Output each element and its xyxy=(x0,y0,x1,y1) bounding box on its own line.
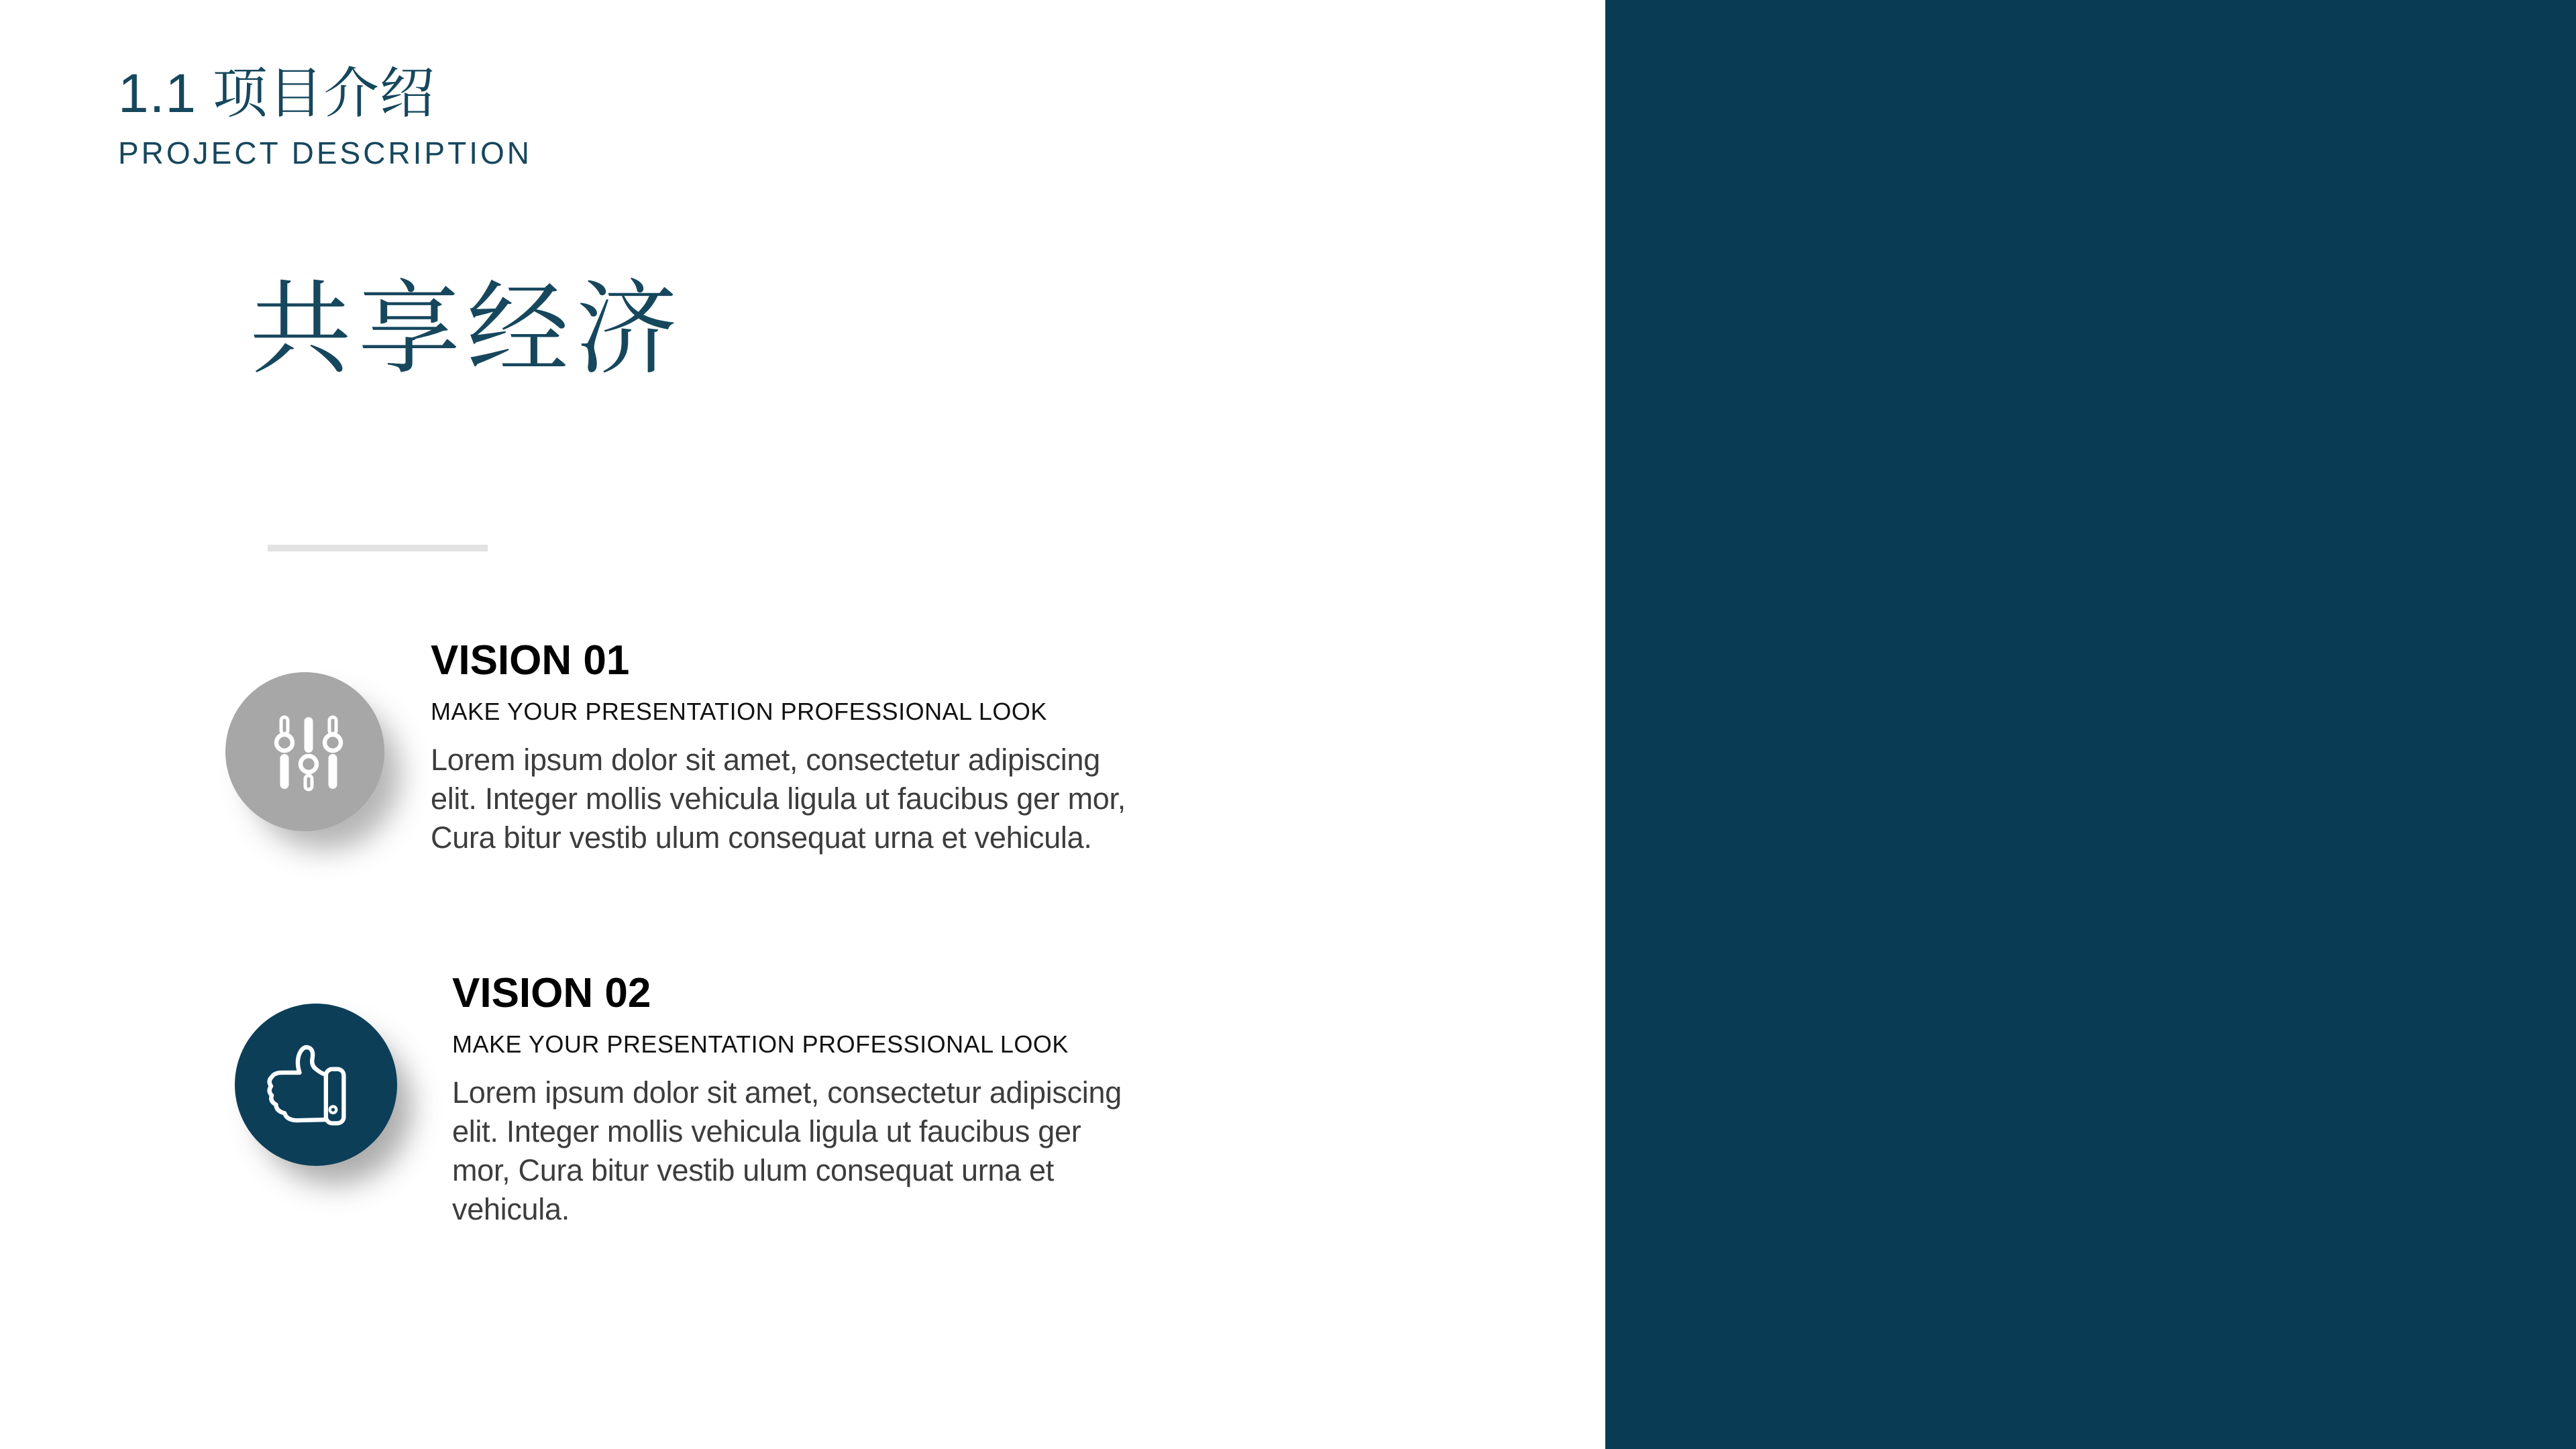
vision-2-body-line: elit. Integer mollis vehicula ligula ut faucibus ger xyxy=(452,1114,1081,1149)
vision-2-title: VISION 02 xyxy=(452,970,651,1016)
headline: 共享经济 xyxy=(250,272,684,386)
right-panel xyxy=(1605,0,2576,1449)
section-subtitle: PROJECT DESCRIPTION xyxy=(118,135,532,170)
vision-1-body-line: Lorem ipsum dolor sit amet, consectetur adipiscing xyxy=(431,743,1100,777)
vision-2-icon-circle xyxy=(235,1004,397,1166)
vision-2-body xyxy=(452,1073,1122,1229)
vision-1-body-line: Cura bitur vestib ulum consequat urna et vehicula. xyxy=(431,820,1092,855)
section-title: 1.1 项目介绍 xyxy=(118,63,435,124)
vision-item-1 xyxy=(431,636,1126,857)
vision-2-body-line: vehicula. xyxy=(452,1192,570,1227)
thumbs-up-icon xyxy=(259,1028,373,1142)
vision-2-body-line: Lorem ipsum dolor sit amet, consectetur adipiscing xyxy=(452,1075,1122,1110)
vision-1-title: VISION 01 xyxy=(431,637,630,684)
sliders-icon xyxy=(226,673,384,831)
vision-1-body-line: elit. Integer mollis vehicula ligula ut faucibus ger mor, xyxy=(431,782,1126,816)
vision-2-subtitle: MAKE YOUR PRESENTATION PROFESSIONAL LOOK xyxy=(452,1030,1069,1059)
divider-line xyxy=(268,545,488,551)
vision-2-body-line: mor, Cura bitur vestib ulum consequat urna et xyxy=(452,1153,1054,1188)
title-block xyxy=(118,62,532,171)
vision-item-2 xyxy=(452,969,1122,1229)
vision-1-subtitle: MAKE YOUR PRESENTATION PROFESSIONAL LOOK xyxy=(431,698,1047,726)
vision-1-icon-circle xyxy=(225,672,384,831)
vision-1-body xyxy=(431,741,1126,857)
